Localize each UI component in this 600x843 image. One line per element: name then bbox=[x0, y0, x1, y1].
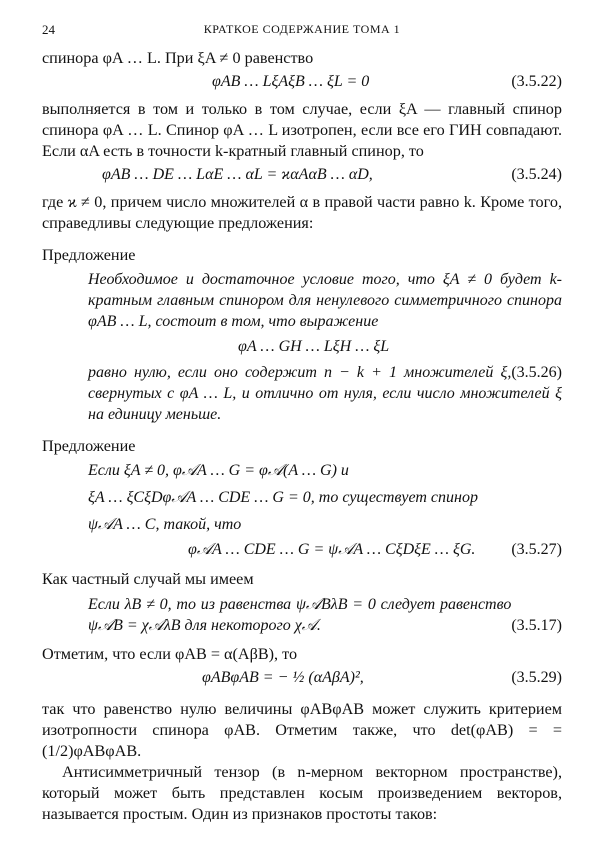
running-title: КРАТКОЕ СОДЕРЖАНИЕ ТОМА 1 bbox=[203, 22, 401, 36]
equation-3-5-22 bbox=[42, 69, 562, 99]
proposition-text: Необходимое и достаточное условие того, что ξA ≠ 0 будет k-кратным главным спинором для ненулевого симметричного спинора φAB … L, состоит в том, что выражение bbox=[88, 271, 562, 330]
paragraph: Отметим, что если φAB = α(AβB), то bbox=[42, 645, 298, 663]
equation-number: (3.5.24) bbox=[511, 166, 562, 183]
equation-number: (3.5.29) bbox=[511, 669, 562, 686]
equation-number: (3.5.26) bbox=[511, 364, 562, 381]
equation-3-5-24 bbox=[42, 162, 562, 192]
paragraph: Как частный случай мы имеем bbox=[42, 570, 254, 588]
equation-formula: φABφAB = − ½ (αAβA)², bbox=[202, 669, 364, 686]
proposition-text bbox=[88, 362, 562, 425]
proposition-text: Если ξA ≠ 0, φ𝒜A … G = φ𝒜(A … G) и bbox=[88, 462, 349, 479]
paragraph: Антисимметричный тензор (в n-мерном векторном пространстве), который может быть представлен косым произведением векторов, называется простым. Один из признаков простоты таков: bbox=[42, 763, 562, 823]
page bbox=[42, 22, 562, 825]
paragraph: где ϰ ≠ 0, причем число множителей α в правой части равно k. Кроме того, справедливы следующие предложения: bbox=[42, 193, 562, 232]
equation-formula: φA … GH … LξH … ξL bbox=[238, 338, 390, 355]
paragraph: так что равенство нулю величины φABφAB может служить критерием изотропности спинора φAB. Отметим также, что det(φAB) = = (1/2)φABφAB. bbox=[42, 700, 562, 760]
proposition-label: Предложение bbox=[42, 246, 136, 264]
proposition-label: Предложение bbox=[42, 437, 136, 455]
equation-number: (3.5.27) bbox=[511, 541, 562, 558]
equation-number: (3.5.22) bbox=[511, 73, 562, 90]
equation-number: (3.5.17) bbox=[511, 617, 562, 634]
equation-formula: φAB … LξAξB … ξL = 0 bbox=[212, 73, 370, 90]
proposition-text-span: равно нулю, если оно содержит n − k + 1 множителей ξ, свернутых с φA … L, и отлично от нуля, если число множителей ξ на единицу меньше. bbox=[88, 364, 562, 423]
proposition-text: ξA … ξCξDφ𝒜A … CDE … G = 0, то существует спинор bbox=[88, 489, 478, 506]
proposition-1 bbox=[88, 269, 562, 425]
equation-formula: φAB … DE … LαE … αL = ϰαAαB … αD, bbox=[102, 166, 373, 183]
equation-3-5-27 bbox=[88, 535, 562, 565]
page-number: 24 bbox=[42, 22, 55, 37]
proposition-2 bbox=[88, 460, 562, 565]
proposition-3 bbox=[88, 594, 562, 636]
equation-3-5-29 bbox=[42, 665, 562, 699]
equation bbox=[88, 332, 562, 362]
equation-formula: φ𝒜A … CDE … G = ψ𝒜A … CξDξE … ξG. bbox=[188, 541, 476, 558]
proposition-text: ψ𝒜A … C, такой, что bbox=[88, 516, 242, 533]
proposition-text: Если λB ≠ 0, то из равенства ψ𝒜BλB = 0 следует равенство ψ𝒜B = χ𝒜λB для некоторого χ𝒜. bbox=[88, 596, 512, 634]
paragraph: выполняется в том и только в том случае, если ξA — главный спинор спинора φA … L. Спинор φA … L изотропен, если все его ГИН совпадают. Если αA есть в точности k-кратный главный спинор, то bbox=[42, 100, 562, 160]
paragraph: спинора φA … L. При ξA ≠ 0 равенство bbox=[42, 49, 314, 67]
running-header bbox=[42, 22, 562, 48]
